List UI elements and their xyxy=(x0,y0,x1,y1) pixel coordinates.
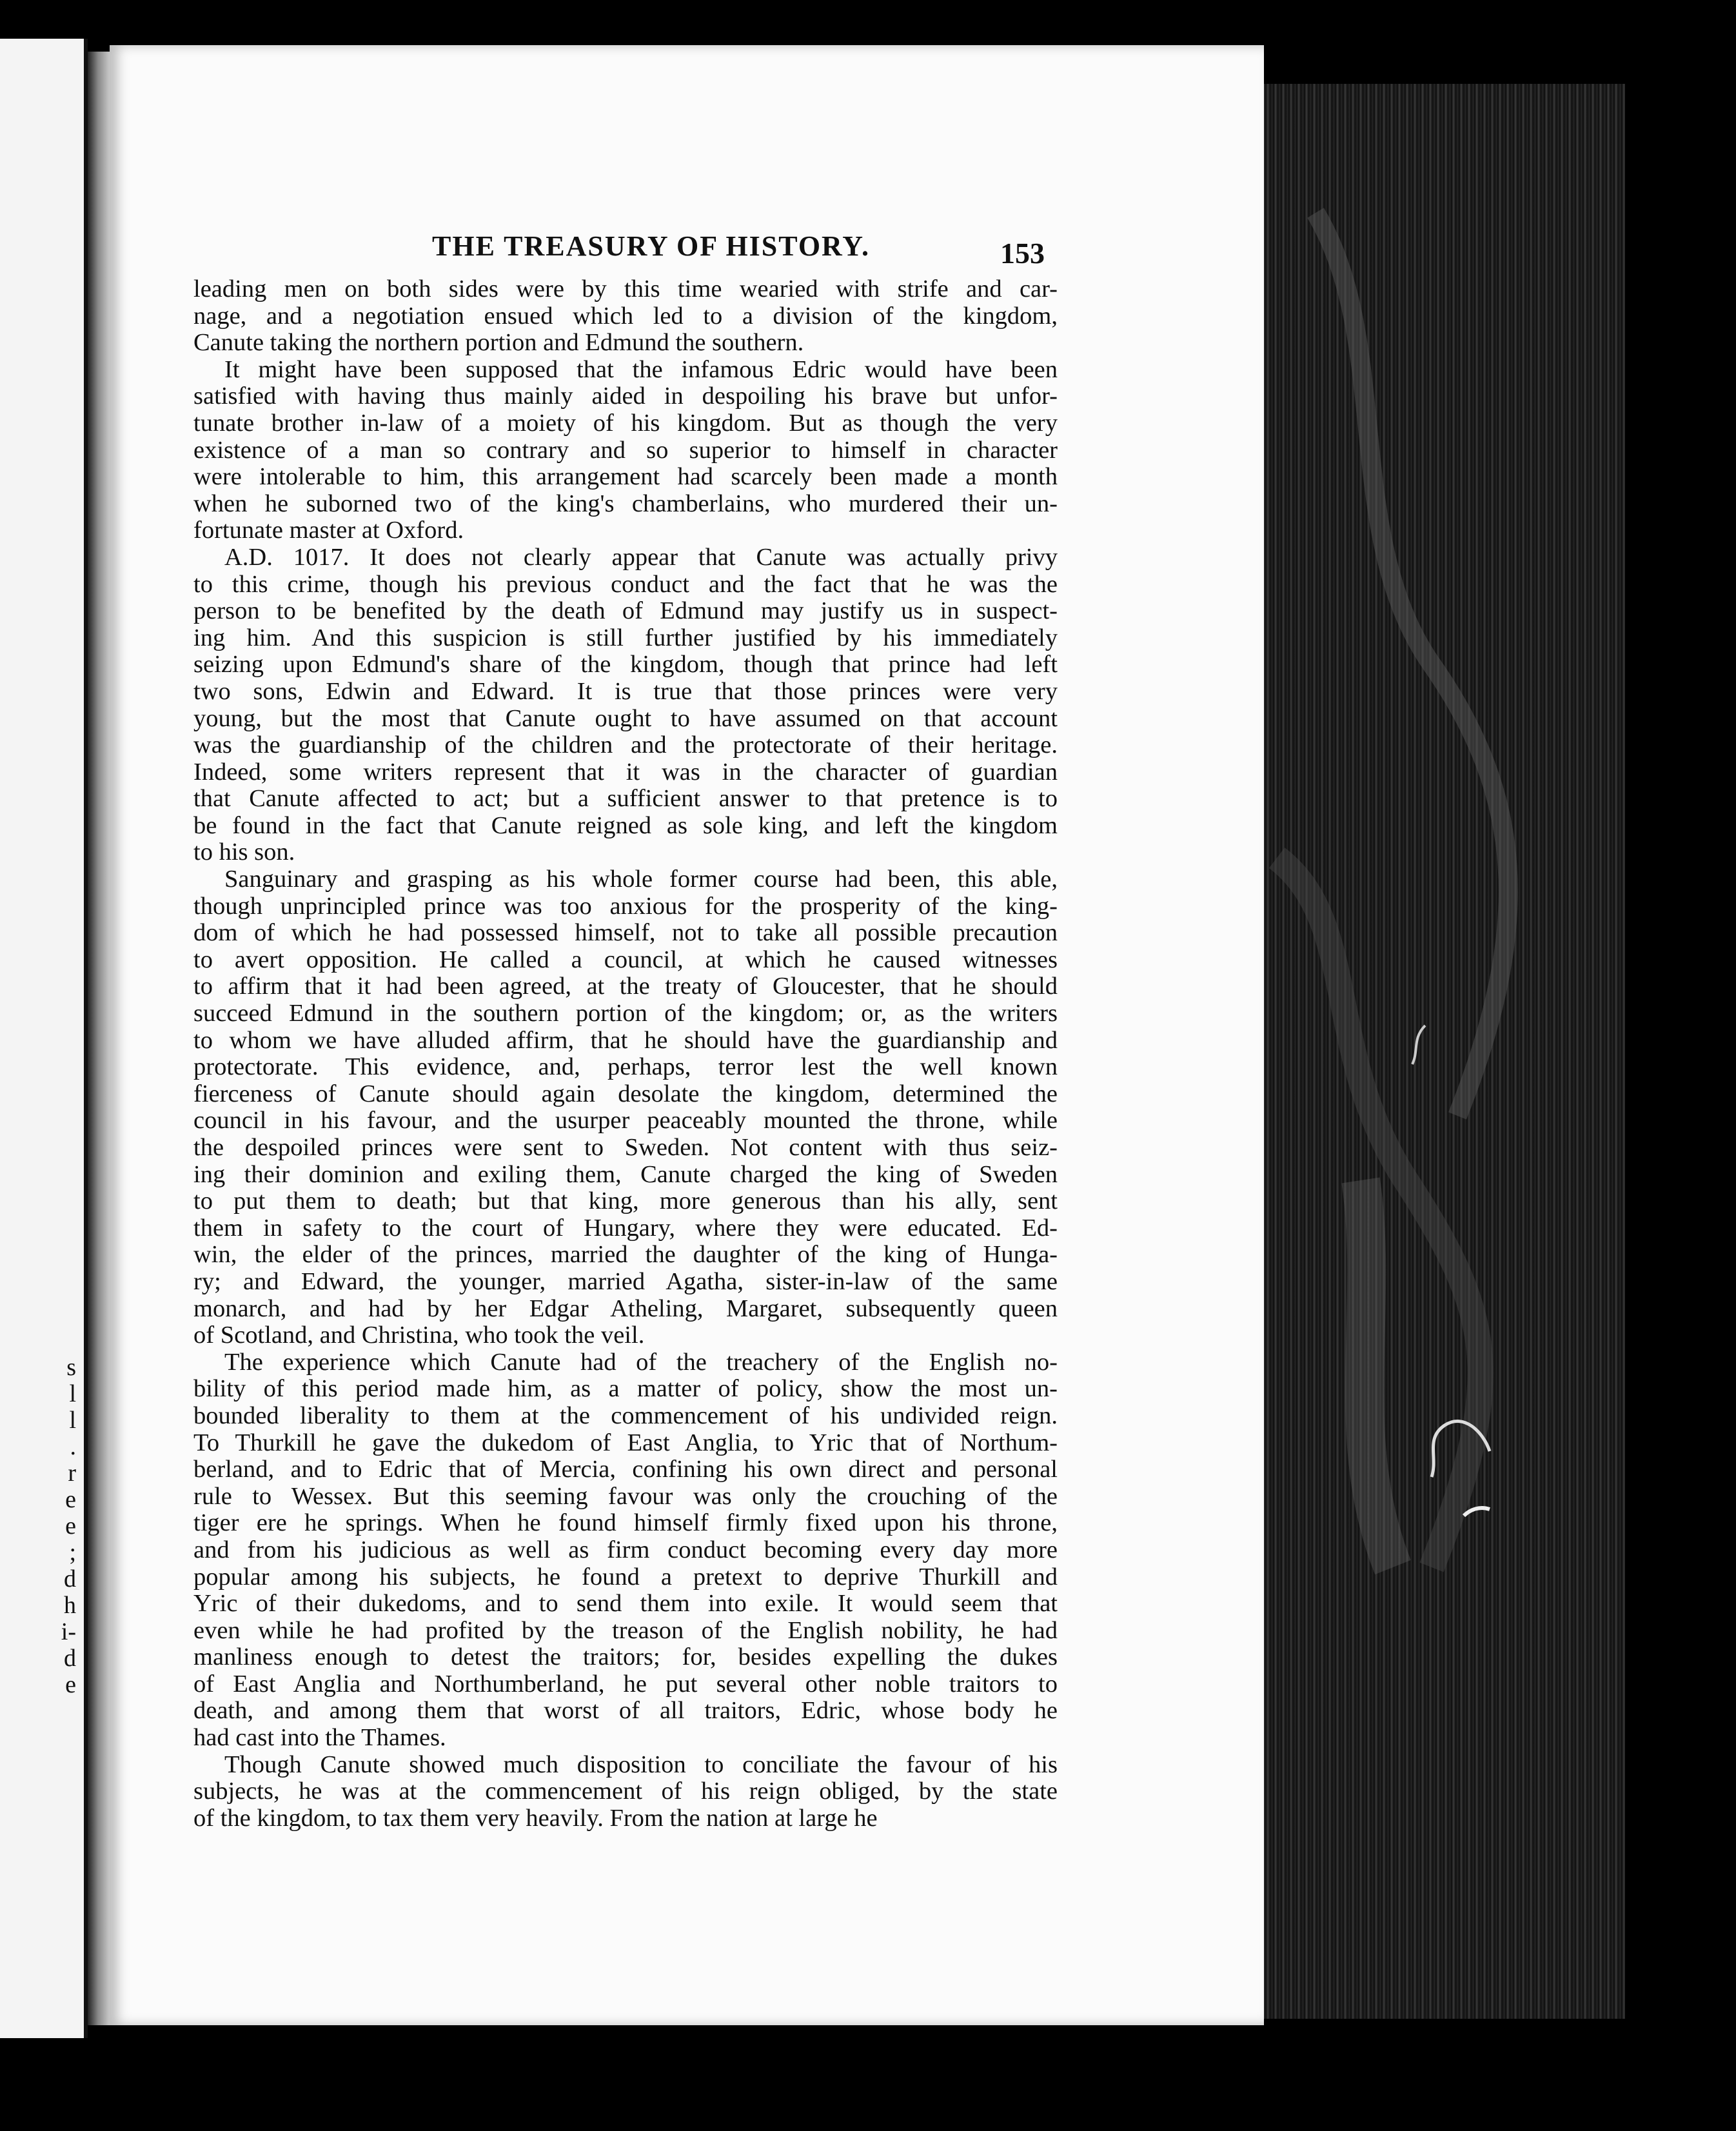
text-line: when he suborned two of the king's chamberlains, who murdered their un- xyxy=(193,490,1058,517)
text-line: fortunate master at Oxford. xyxy=(193,517,464,544)
running-head: THE TREASURY OF HISTORY. xyxy=(432,230,871,262)
text-line: to avert opposition. He called a council, at which he caused witnesses xyxy=(193,946,1058,973)
text-line: protectorate. This evidence, and, perhaps, terror lest the well known xyxy=(193,1054,1058,1081)
text-line: Yric of their dukedoms, and to send them into exile. It would seem that xyxy=(193,1591,1058,1618)
margin-fragment: l xyxy=(69,1380,76,1407)
text-line: subjects, he was at the commencement of his reign obliged, by the state xyxy=(193,1778,1058,1805)
text-line: had cast into the Thames. xyxy=(193,1725,446,1752)
text-line: of East Anglia and Northumberland, he put several other noble traitors to xyxy=(193,1670,1058,1698)
paragraph xyxy=(193,866,1058,1349)
text-line: person to be benefited by the death of Edmund may justify us in suspect- xyxy=(193,598,1058,625)
text-line: to put them to death; but that king, more generous than his ally, sent xyxy=(193,1188,1058,1215)
margin-fragment: d xyxy=(64,1645,76,1672)
text-line: be found in the fact that Canute reigned as sole king, and left the kingdom xyxy=(193,812,1058,839)
text-line: tunate brother in-law of a moiety of his kingdom. But as though the very xyxy=(193,410,1058,437)
text-line: manliness enough to detest the traitors; for, besides expelling the dukes xyxy=(193,1644,1058,1671)
paragraph xyxy=(193,544,1058,866)
text-line: to his son. xyxy=(193,839,295,866)
text-line: It might have been supposed that the infamous Edric would have been xyxy=(224,356,1058,383)
margin-fragments xyxy=(5,1354,76,1698)
text-line: was the guardianship of the children and the protectorate of their heritage. xyxy=(193,732,1058,759)
previous-page-edge xyxy=(0,39,88,2038)
margin-fragment: r xyxy=(68,1460,76,1487)
text-line: leading men on both sides were by this time wearied with strife and car- xyxy=(193,276,1058,302)
text-line: that Canute affected to act; but a sufficient answer to that pretence is to xyxy=(193,786,1058,813)
text-line: succeed Edmund in the southern portion of the kingdom; or, as the writers xyxy=(193,1000,1058,1027)
text-line: and from his judicious as well as firm conduct becoming every day more xyxy=(193,1536,1058,1563)
text-line: nage, and a negotiation ensued which led to a division of the kingdom, xyxy=(193,302,1058,330)
text-line: even while he had profited by the treason of the English nobility, he had xyxy=(193,1617,1058,1644)
text-line: bility of this period made him, as a matter of policy, show the most un- xyxy=(193,1376,1058,1403)
text-line: to affirm that it had been agreed, at the treaty of Gloucester, that he should xyxy=(193,973,1058,1000)
text-line: to this crime, though his previous conduct and the fact that he was the xyxy=(193,571,1058,598)
margin-fragment: e xyxy=(65,1486,76,1513)
margin-fragment: s xyxy=(66,1354,76,1381)
text-line: ing him. And this suspicion is still further justified by his immediately xyxy=(193,624,1058,651)
text-line: popular among his subjects, he found a pretext to deprive Thurkill and xyxy=(193,1563,1058,1591)
text-line: ing their dominion and exiling them, Canute charged the king of Sweden xyxy=(193,1161,1058,1188)
text-line: death, and among them that worst of all traitors, Edric, whose body he xyxy=(193,1698,1058,1725)
text-line: two sons, Edwin and Edward. It is true that those princes were very xyxy=(193,678,1058,705)
text-line: bounded liberality to them at the commencement of his undivided reign. xyxy=(193,1402,1058,1429)
text-line: the despoiled princes were sent to Sweden. Not content with thus seiz- xyxy=(193,1135,1058,1161)
margin-fragment: . xyxy=(70,1433,76,1460)
paragraph xyxy=(193,357,1058,544)
page-number: 153 xyxy=(1000,237,1045,270)
margin-fragment: i- xyxy=(61,1618,76,1645)
paragraph xyxy=(193,276,1058,357)
text-line: satisfied with having thus mainly aided in despoiling his brave but unfor- xyxy=(193,383,1058,410)
text-line: of Scotland, and Christina, who took the veil. xyxy=(193,1322,645,1349)
text-line: The experience which Canute had of the treachery of the English no- xyxy=(224,1349,1058,1376)
text-line: To Thurkill he gave the dukedom of East Anglia, to Yric that of Northum- xyxy=(193,1429,1058,1456)
text-line: berland, and to Edric that of Mercia, confining his own direct and personal xyxy=(193,1456,1058,1483)
paragraph xyxy=(193,1752,1058,1832)
text-line: existence of a man so contrary and so superior to himself in character xyxy=(193,437,1058,464)
margin-fragment: h xyxy=(64,1592,76,1619)
text-line: fierceness of Canute should again desolate the kingdom, determined the xyxy=(193,1080,1058,1107)
book-cover-edge xyxy=(1264,84,1625,2019)
margin-fragment: e xyxy=(65,1671,76,1698)
text-line: ry; and Edward, the younger, married Agatha, sister-in-law of the same xyxy=(193,1268,1058,1295)
wood-grain-texture xyxy=(1264,84,1625,2019)
text-line: Sanguinary and grasping as his whole former course had been, this able, xyxy=(224,866,1058,893)
text-line: Though Canute showed much disposition to conciliate the favour of his xyxy=(224,1751,1058,1778)
text-line: them in safety to the court of Hungary, where they were educated. Ed- xyxy=(193,1214,1058,1242)
paragraph xyxy=(193,1349,1058,1752)
text-line: of the kingdom, to tax them very heavily. From the nation at large he xyxy=(193,1805,878,1832)
margin-fragment: l xyxy=(69,1407,76,1434)
text-line: council in his favour, and the usurper peaceably mounted the throne, while xyxy=(193,1107,1058,1135)
page-header xyxy=(322,230,1045,268)
text-line: dom of which he had possessed himself, not to take all possible precaution xyxy=(193,920,1058,947)
text-line: were intolerable to him, this arrangement had scarcely been made a month xyxy=(193,464,1058,491)
margin-fragment: ; xyxy=(69,1539,76,1566)
text-line: to whom we have alluded affirm, that he should have the guardianship and xyxy=(193,1027,1058,1054)
text-line: seizing upon Edmund's share of the kingdom, though that prince had left xyxy=(193,651,1058,679)
text-line: Indeed, some writers represent that it was in the character of guardian xyxy=(193,758,1058,786)
margin-fragment: d xyxy=(64,1565,76,1592)
text-line: rule to Wessex. But this seeming favour was only the crouching of the xyxy=(193,1483,1058,1510)
text-line: tiger ere he springs. When he found himself firmly fixed upon his throne, xyxy=(193,1510,1058,1537)
text-line: monarch, and had by her Edgar Atheling, Margaret, subsequently queen xyxy=(193,1295,1058,1322)
margin-fragment: e xyxy=(65,1512,76,1540)
text-line: young, but the most that Canute ought to have assumed on that account xyxy=(193,705,1058,732)
text-line: though unprincipled prince was too anxious for the prosperity of the king- xyxy=(193,893,1058,920)
text-line: Canute taking the northern portion and Edmund the southern. xyxy=(193,330,804,357)
text-line: A.D. 1017. It does not clearly appear that Canute was actually privy xyxy=(224,544,1058,571)
page-body-text xyxy=(193,276,1058,1832)
text-line: win, the elder of the princes, married the daughter of the king of Hunga- xyxy=(193,1242,1058,1269)
